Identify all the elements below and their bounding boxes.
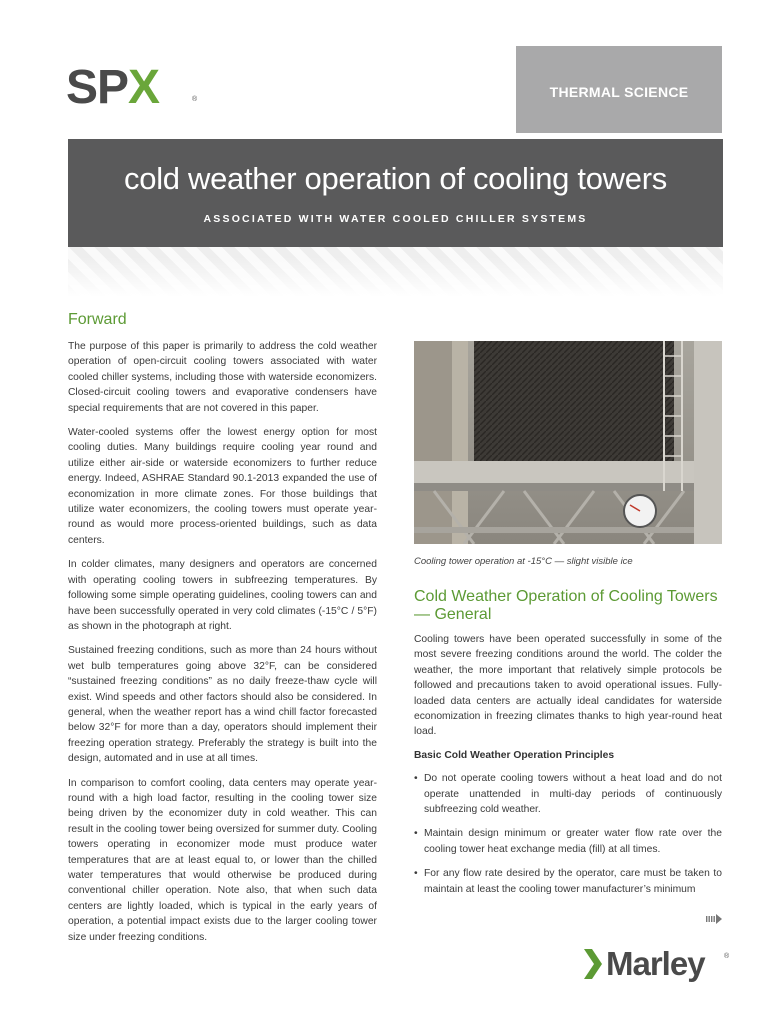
- list-item: • For any flow rate desired by the operator, care must be taken to maintain at least the cooling tower manufacturer’s minimum: [414, 866, 722, 897]
- marley-chevron-icon: [582, 947, 604, 981]
- marley-logo-text: Marley: [606, 945, 705, 982]
- forward-paragraph: The purpose of this paper is primarily to address the cold weather operation of open-circuit cooling towers associated with water cooled chiller systems, including those with waterside economizers. Closed-circuit cooling towers and evaporative condensers have special requirements that are not covered in this paper.: [68, 341, 377, 414]
- title-banner: [68, 139, 723, 247]
- photo-caption: Cooling tower operation at -15°C — slight visible ice: [414, 556, 633, 567]
- principles-list: [414, 771, 722, 897]
- forward-body: [68, 339, 377, 954]
- division-label: THERMAL SCIENCE: [549, 84, 689, 100]
- forward-paragraph: Sustained freezing conditions, such as more than 24 hours without wet bulb temperatures going above 32°F, can be considered “sustained freezing conditions” as no daily freeze-thaw cycle will exist. Wind speeds and other factors should also be considered. In general, when the weather report has a wind chill factor forecasted below 32°F for more than a day, operators should implement their freezing operation strategy. Preferably the strategy is built into the design, automated and in use at all times.: [68, 645, 377, 765]
- forward-paragraph: In comparison to comfort cooling, data centers may operate year-round with a high load factor, resulting in the cooling tower size being driven by the economizer duty in cold weather. This can result in the cooling tower being oversized for summer duty. Cooling towers operating in economizer mode must produce water temperatures that are at least equal to, or lower than the chilled water temperatures that would otherwise be produced during conventional chiller operation. Note also, that when such data centers are lightly loaded, which is typical in the early years of operation, a potential impact exists due to the larger cooling tower size under freezing conditions.: [68, 777, 377, 943]
- decorative-stripes: [68, 247, 723, 297]
- page-subtitle: ASSOCIATED WITH WATER COOLED CHILLER SYSTEMS: [203, 213, 588, 225]
- spx-logo: [66, 61, 206, 114]
- spx-logo-text: SPX: [66, 61, 160, 114]
- division-box: [516, 46, 722, 133]
- forward-heading: Forward: [68, 311, 127, 328]
- principles-heading: Basic Cold Weather Operation Principles: [414, 749, 615, 761]
- continue-arrow-icon: [706, 914, 722, 924]
- cooling-tower-illustration: [414, 341, 722, 544]
- list-item: • Maintain design minimum or greater water flow rate over the cooling tower heat exchange media (fill) at all times.: [414, 826, 722, 857]
- page-title: cold weather operation of cooling towers: [124, 161, 667, 196]
- cooling-tower-photo: [414, 341, 722, 544]
- forward-paragraph: Water-cooled systems offer the lowest energy option for most cooling duties. Many buildings require cooling year round and utilize either air-side or waterside economizers to further reduce energy. Indeed, ASHRAE Standard 90.1-2013 expanded the use of economization in more climate zones. For those buildings that utilize water economizers, the cooling towers must operate year-round as would more process-oriented buildings, such as data centers.: [68, 427, 377, 546]
- general-paragraph: Cooling towers have been operated successfully in some of the most severe freezing conditions around the world. The colder the weather, the more important that relatively simple protocols be followed and precautions taken to avoid operational issues. Fully-loaded data centers are actually ideal candidates for waterside economization in freezing climates thanks to high year-round heat load.: [414, 634, 722, 738]
- marley-logo: [582, 941, 732, 987]
- marley-registered-mark: ®: [724, 953, 730, 960]
- spx-registered-mark: ®: [192, 96, 198, 103]
- forward-paragraph: In colder climates, many designers and operators are concerned with operating cooling towers in subfreezing temperatures. By following some simple operating guidelines, cooling towers can and have been successfully operated in very cold climates (-15°C / 5°F) as shown in the photograph at right.: [68, 559, 377, 632]
- general-heading: Cold Weather Operation of Cooling Towers — General: [414, 588, 718, 623]
- list-item: • Do not operate cooling towers without a heat load and do not operate unattended in multi-day periods of continuously subfreezing cold weather.: [414, 771, 722, 817]
- general-body: [414, 632, 722, 906]
